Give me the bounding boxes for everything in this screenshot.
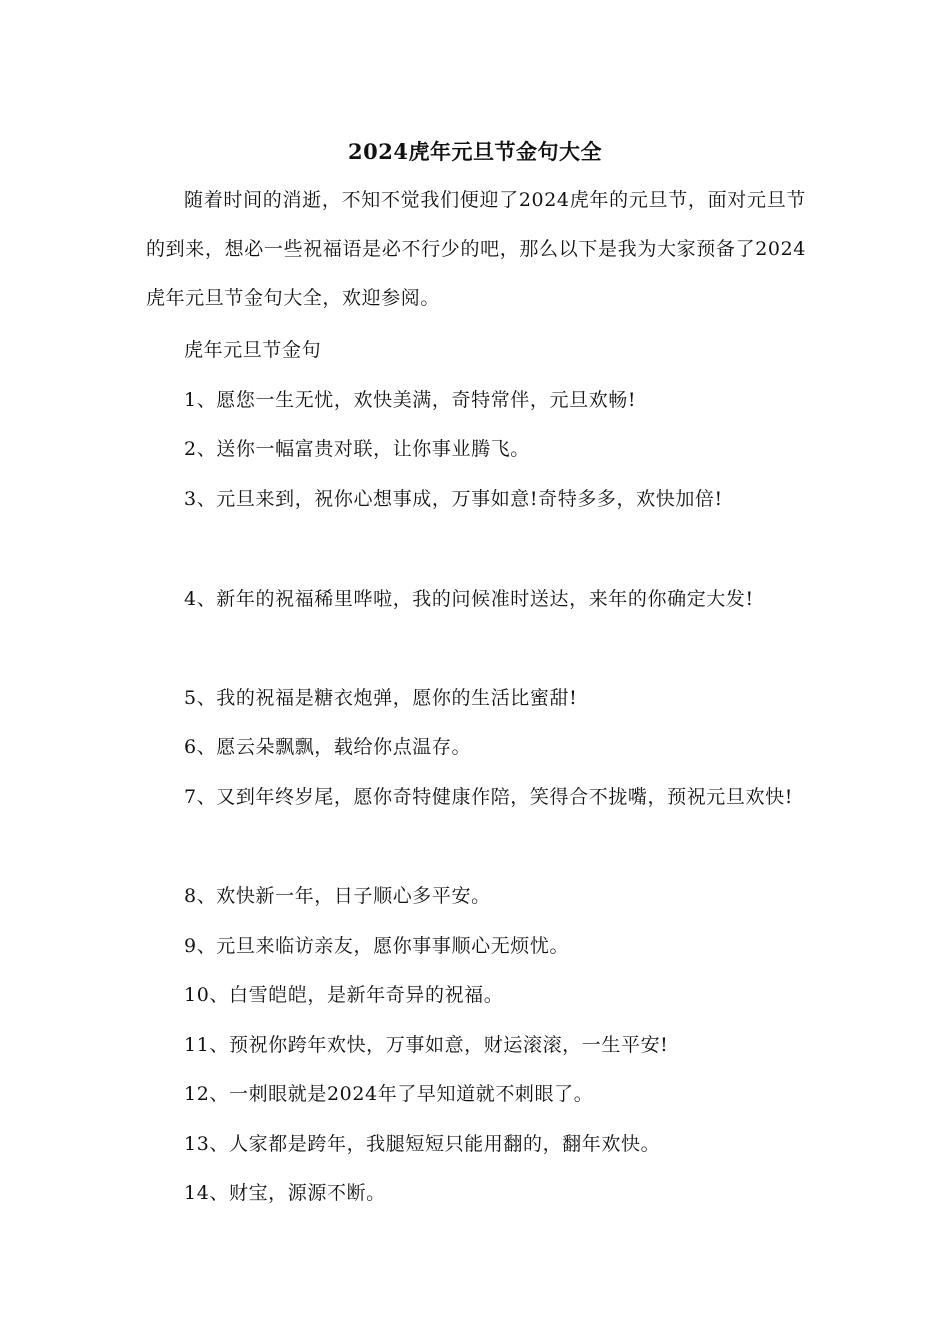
list-item: 9、元旦来临访亲友，愿你事事顺心无烦忧。 [184, 935, 570, 957]
list-item: 12、一刺眼就是2024年了早知道就不刺眼了。 [184, 1083, 594, 1105]
list-item: 10、白雪皑皑，是新年奇异的祝福。 [184, 984, 504, 1006]
list-item: 13、人家都是跨年，我腿短短只能用翻的，翻年欢快。 [184, 1133, 661, 1155]
list-item: 4、新年的祝福稀里哗啦，我的问候准时送达，来年的你确定大发! [184, 588, 754, 610]
list-item: 6、愿云朵飘飘，载给你点温存。 [184, 736, 472, 758]
list-item: 14、财宝，源源不断。 [184, 1182, 386, 1204]
list-item: 2、送你一幅富贵对联，让你事业腾飞。 [184, 438, 530, 460]
list-item: 7、又到年终岁尾，愿你奇特健康作陪，笑得合不拢嘴，预祝元旦欢快! [184, 786, 793, 808]
intro-paragraph: 随着时间的消逝，不知不觉我们便迎了2024虎年的元旦节，面对元旦节的到来，想必一些祝福语是必不行少的吧，那么以下是我为大家预备了2024虎年元旦节金句大全，欢迎参阅。 [146, 189, 806, 309]
list-item: 1、愿您一生无忧，欢快美满，奇特常伴，元旦欢畅! [184, 389, 637, 411]
section-heading: 虎年元旦节金句 [184, 339, 322, 361]
list-item: 8、欢快新一年，日子顺心多平安。 [184, 885, 491, 907]
list-item: 5、我的祝福是糖衣炮弹，愿你的生活比蜜甜! [184, 687, 578, 709]
list-item: 3、元旦来到，祝你心想事成，万事如意!奇特多多，欢快加倍! [184, 488, 723, 510]
list-item: 11、预祝你跨年欢快，万事如意，财运滚滚，一生平安! [184, 1034, 669, 1056]
document-title: 2024虎年元旦节金句大全 [348, 139, 602, 164]
